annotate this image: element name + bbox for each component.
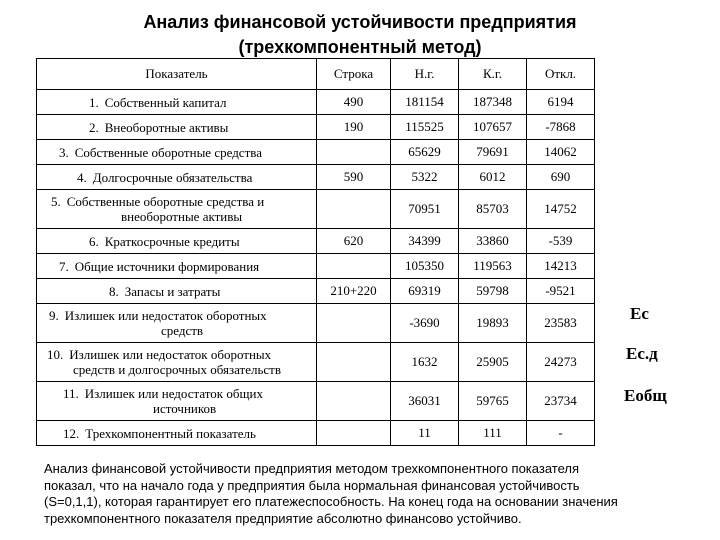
indicator-symbol-ecd: Ес.д	[626, 344, 658, 363]
line-cell	[317, 421, 391, 446]
row-number: 5.	[51, 194, 61, 209]
row-label: Трехкомпонентный показатель	[85, 425, 256, 441]
end-value: 59798	[459, 279, 527, 304]
indicator-cell	[37, 140, 317, 165]
table-row	[37, 382, 595, 421]
deviation-value: -	[527, 421, 595, 446]
row-number: 10.	[47, 347, 64, 362]
table-row	[37, 115, 595, 140]
row-label: Излишек или недостаток оборотных	[64, 308, 267, 323]
line-cell	[317, 343, 391, 382]
line-cell: 490	[317, 90, 391, 115]
table-row	[37, 229, 595, 254]
deviation-value: 14062	[527, 140, 595, 165]
page-title: Анализ финансовой устойчивости предприятия	[143, 12, 577, 32]
row-label: Запасы и затраты	[124, 283, 221, 299]
deviation-value: 24273	[527, 343, 595, 382]
row-label: Собственные оборотные средства и	[66, 194, 265, 209]
deviation-value: -7868	[527, 115, 595, 140]
end-value: 187348	[459, 90, 527, 115]
row-label: Краткосрочные кредиты	[104, 233, 240, 249]
indicator-symbol-ec: Ес	[630, 304, 649, 323]
table-row	[37, 90, 595, 115]
conclusion-line: трехкомпонентного показателя предприятие абсолютно финансово устойчиво.	[44, 510, 522, 526]
end-value: 119563	[459, 254, 527, 279]
indicator-cell	[37, 165, 317, 190]
conclusion-text	[44, 461, 704, 527]
table-row	[37, 421, 595, 446]
row-label-continued: средств и долгосрочных обязательств	[73, 362, 281, 377]
line-cell	[317, 140, 391, 165]
row-label: Общие источники формирования	[74, 258, 260, 274]
indicator-cell	[37, 343, 317, 382]
start-value: 11	[391, 421, 459, 446]
row-label: Излишек или недостаток общих	[84, 386, 263, 401]
indicator-cell	[37, 90, 317, 115]
indicator-cell	[37, 279, 317, 304]
start-value: 34399	[391, 229, 459, 254]
conclusion-line: (S=0,1,1), которая гарантирует его платежеспособность. На конец года на основании значения	[44, 494, 618, 509]
row-label: Собственные оборотные средства	[74, 144, 262, 160]
page-subtitle: (трехкомпонентный метод)	[238, 37, 482, 57]
deviation-value: 23583	[527, 304, 595, 343]
indicator-cell	[37, 382, 317, 421]
row-label: Собственный капитал	[104, 94, 227, 110]
table-row	[37, 304, 595, 343]
line-cell: 620	[317, 229, 391, 254]
end-value: 33860	[459, 229, 527, 254]
line-cell	[317, 304, 391, 343]
conclusion-line: Анализ финансовой устойчивости предприятия методом трехкомпонентного показателя	[44, 461, 579, 476]
row-number: 9.	[49, 308, 59, 323]
table-row	[37, 279, 595, 304]
table-row	[37, 343, 595, 382]
indicator-cell	[37, 190, 317, 229]
row-number: 4.	[77, 169, 87, 185]
deviation-value: -539	[527, 229, 595, 254]
line-cell: 590	[317, 165, 391, 190]
end-value: 19893	[459, 304, 527, 343]
indicator-cell	[37, 115, 317, 140]
row-label-continued: внеоборотные активы	[121, 209, 243, 224]
start-value: 65629	[391, 140, 459, 165]
conclusion-line: показал, что на начало года у предприятия была нормальная финансовая устойчивость	[44, 477, 580, 493]
row-label-continued: средств	[161, 323, 204, 338]
row-number: 1.	[89, 94, 99, 110]
deviation-value: -9521	[527, 279, 595, 304]
line-cell	[317, 254, 391, 279]
start-value: 70951	[391, 190, 459, 229]
row-number: 8.	[109, 283, 119, 299]
indicator-cell	[37, 254, 317, 279]
header-deviation: Откл.	[527, 59, 595, 90]
table-row	[37, 254, 595, 279]
indicator-symbol-eobshch: Еобщ	[624, 386, 667, 405]
header-start-of-year: Н.г.	[391, 59, 459, 90]
indicator-cell	[37, 421, 317, 446]
indicator-cell	[37, 229, 317, 254]
end-value: 59765	[459, 382, 527, 421]
start-value: -3690	[391, 304, 459, 343]
line-cell	[317, 190, 391, 229]
start-value: 1632	[391, 343, 459, 382]
line-cell	[317, 382, 391, 421]
deviation-value: 14213	[527, 254, 595, 279]
row-number: 3.	[59, 144, 69, 160]
line-cell: 210+220	[317, 279, 391, 304]
start-value: 36031	[391, 382, 459, 421]
deviation-value: 6194	[527, 90, 595, 115]
indicator-cell	[37, 304, 317, 343]
row-label: Внеоборотные активы	[104, 119, 229, 135]
end-value: 111	[459, 421, 527, 446]
row-label: Излишек или недостаток оборотных	[69, 347, 272, 362]
row-number: 7.	[59, 258, 69, 274]
table-row	[37, 165, 595, 190]
row-number: 6.	[89, 233, 99, 249]
start-value: 5322	[391, 165, 459, 190]
end-value: 107657	[459, 115, 527, 140]
end-value: 79691	[459, 140, 527, 165]
start-value: 69319	[391, 279, 459, 304]
start-value: 181154	[391, 90, 459, 115]
deviation-value: 14752	[527, 190, 595, 229]
row-number: 12.	[63, 425, 80, 441]
stability-table	[36, 58, 595, 446]
deviation-value: 690	[527, 165, 595, 190]
header-line: Строка	[317, 59, 391, 90]
start-value: 115525	[391, 115, 459, 140]
table-row	[37, 140, 595, 165]
header-end-of-year: К.г.	[459, 59, 527, 90]
end-value: 25905	[459, 343, 527, 382]
end-value: 85703	[459, 190, 527, 229]
line-cell: 190	[317, 115, 391, 140]
row-number: 11.	[63, 386, 79, 401]
row-label: Долгосрочные обязательства	[92, 169, 253, 185]
table-header-row	[37, 59, 595, 90]
start-value: 105350	[391, 254, 459, 279]
row-label-continued: источников	[153, 401, 217, 416]
deviation-value: 23734	[527, 382, 595, 421]
header-indicator: Показатель	[37, 59, 317, 90]
row-number: 2.	[89, 119, 99, 135]
end-value: 6012	[459, 165, 527, 190]
table-row	[37, 190, 595, 229]
